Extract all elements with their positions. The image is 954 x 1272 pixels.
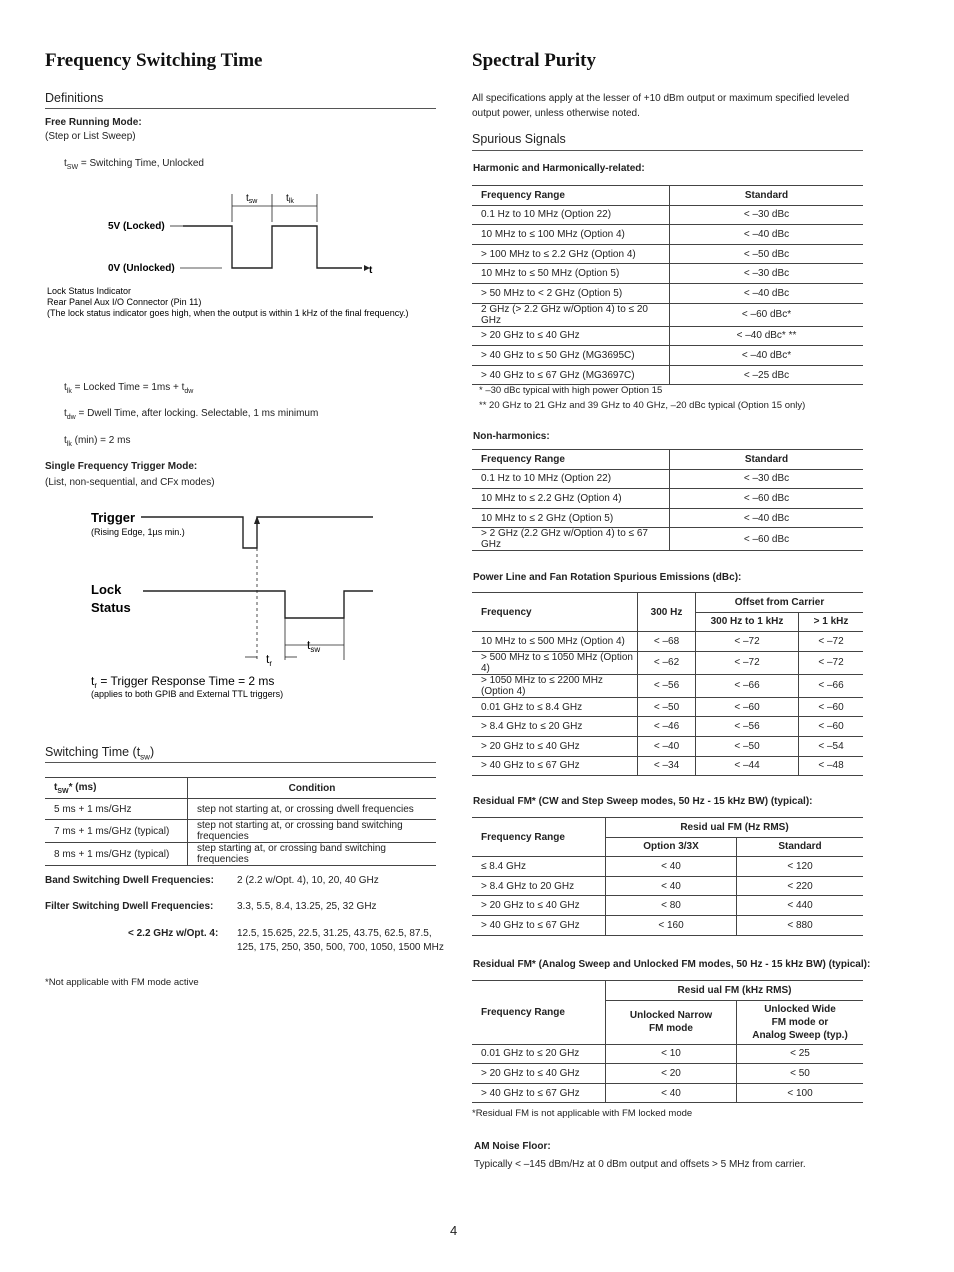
resfm1-header-opt3: Option 3/3X bbox=[606, 837, 737, 857]
table-row: 10 MHz to ≤ 2.2 GHz (Option 4) < –60 dBc bbox=[472, 489, 863, 509]
powerline-header-300: 300 Hz bbox=[638, 593, 696, 632]
switch-header-tsw: $t_{SW}*$ (ms) bbox=[45, 778, 188, 799]
lock-label: Lock bbox=[91, 582, 122, 597]
left-footnote: *Not applicable with FM mode active bbox=[45, 977, 199, 988]
powerline-header-freq: Frequency bbox=[472, 593, 638, 632]
table-row: 8 ms + 1 ms/GHz (typical) step starting at, or crossing band switching frequencies bbox=[45, 843, 436, 866]
free-running-label: Free Running Mode: bbox=[45, 117, 142, 128]
table-row: 10 MHz to ≤ 50 MHz (Option 5) < –30 dBc bbox=[472, 264, 863, 284]
definitions-rule bbox=[45, 108, 436, 109]
caption-3: (The lock status indicator goes high, when the output is within 1 kHz of the final frequency.) bbox=[47, 308, 409, 318]
table-row: > 20 GHz to ≤ 40 GHz < 80 < 440 bbox=[472, 896, 863, 916]
locked-label: 5V (Locked) bbox=[108, 221, 165, 232]
powerline-table bbox=[472, 592, 863, 776]
table-row: > 40 GHz to ≤ 67 GHz < –34 < –44 < –48 bbox=[472, 756, 863, 776]
switching-table bbox=[45, 777, 436, 866]
page-number: 4 bbox=[450, 1223, 458, 1238]
table-row: > 40 GHz to ≤ 67 GHz (MG3697C) < –25 dBc bbox=[472, 365, 863, 385]
trigger-sub-label: (Rising Edge, 1µs min.) bbox=[91, 527, 185, 537]
tlk-marker-label: $t_{lk}$ bbox=[286, 193, 294, 205]
table-row: > 100 MHz to ≤ 2.2 GHz (Option 4) < –50 dBc bbox=[472, 244, 863, 264]
harmonic-note-1: * –30 dBc typical with high power Option 15 bbox=[479, 385, 663, 396]
resfm1-label: Residual FM* (CW and Step Sweep modes, 50 Hz - 15 kHz BW) (typical): bbox=[473, 796, 813, 807]
response-time-label: $t_r$ = Trigger Response Time = 2 ms bbox=[91, 674, 275, 690]
table-row: ≤ 8.4 GHz < 40 < 120 bbox=[472, 857, 863, 877]
resfm2-header-wide: Unlocked Wide FM mode or Analog Sweep (typ.) bbox=[737, 1000, 864, 1044]
powerline-header-offset: Offset from Carrier bbox=[696, 593, 864, 613]
resfm2-header-narrow: Unlocked Narrow FM mode bbox=[606, 1000, 737, 1044]
table-row: > 20 GHz to ≤ 40 GHz < –40 dBc* ** bbox=[472, 326, 863, 346]
harmonic-note-2: ** 20 GHz to 21 GHz and 39 GHz to 40 GHz, –20 dBc typical (Option 15 only) bbox=[479, 400, 806, 411]
nonharm-label: Non-harmonics: bbox=[473, 431, 550, 442]
table-row: > 2 GHz (2.2 GHz w/Option 4) to ≤ 67 GHz < –60 dBc bbox=[472, 528, 863, 551]
table-row: > 8.4 GHz to ≤ 20 GHz < –46 < –56 < –60 bbox=[472, 717, 863, 737]
resfm2-label: Residual FM* (Analog Sweep and Unlocked FM modes, 50 Hz - 15 kHz BW) (typical): bbox=[473, 959, 871, 970]
unlocked-label: 0V (Unlocked) bbox=[108, 263, 175, 274]
def-tlk-min: $t_{lk}$ (min) = 2 ms bbox=[64, 435, 131, 448]
nonharm-header-standard: Standard bbox=[670, 450, 864, 470]
powerline-header-300-1k: 300 Hz to 1 kHz bbox=[696, 612, 799, 632]
status-label: Status bbox=[91, 600, 131, 615]
tsw-definition: $t_{SW}$ = Switching Time, Unlocked bbox=[64, 158, 204, 171]
single-trigger-sub: (List, non-sequential, and CFx modes) bbox=[45, 477, 215, 488]
opt4-label: < 2.2 GHz w/Opt. 4: bbox=[128, 928, 219, 939]
nonharm-header-freq: Frequency Range bbox=[472, 450, 670, 470]
tsw-marker-label: $t_{sw}$ bbox=[246, 193, 258, 205]
nonharm-table bbox=[472, 449, 863, 551]
harmonic-table bbox=[472, 185, 863, 385]
am-noise-label: AM Noise Floor: bbox=[474, 1141, 551, 1152]
table-row: 2 GHz (> 2.2 GHz w/Option 4) to ≤ 20 GHz < –60 dBc* bbox=[472, 303, 863, 326]
table-row: > 20 GHz to ≤ 40 GHz < –40 < –50 < –54 bbox=[472, 736, 863, 756]
trigger-diagram bbox=[85, 505, 385, 705]
switching-heading: Switching Time $(t_{sw})$ bbox=[45, 745, 155, 762]
left-title: Frequency Switching Time bbox=[45, 50, 263, 71]
tsw-diag-label: $t_{sw}$ bbox=[307, 638, 321, 654]
powerline-header-1k: > 1 kHz bbox=[799, 612, 864, 632]
def-tlk: $t_{lk}$ = Locked Time = $1ms + t_{dw}$ bbox=[64, 382, 194, 395]
table-row: > 40 GHz to ≤ 67 GHz < 160 < 880 bbox=[472, 915, 863, 935]
powerline-label: Power Line and Fan Rotation Spurious Emissions (dBc): bbox=[473, 572, 742, 583]
intro-line-2: output power, unless otherwise noted. bbox=[472, 108, 640, 119]
table-row: 7 ms + 1 ms/GHz (typical) step not starting at, or crossing band switching frequencies bbox=[45, 820, 436, 843]
table-row: 0.1 Hz to 10 MHz (Option 22) < –30 dBc bbox=[472, 205, 863, 225]
table-row: > 20 GHz to ≤ 40 GHz < 20 < 50 bbox=[472, 1064, 863, 1084]
harmonic-header-standard: Standard bbox=[670, 186, 864, 206]
def-tdw: $t_{dw}$ = Dwell Time, after locking. Selectable, 1 ms minimum bbox=[64, 408, 319, 421]
am-noise-text: Typically < –145 dBm/Hz at 0 dBm output and offsets > 5 MHz from carrier. bbox=[474, 1159, 806, 1170]
trigger-label: Trigger bbox=[91, 510, 136, 525]
table-row: 10 MHz to ≤ 100 MHz (Option 4) < –40 dBc bbox=[472, 225, 863, 245]
resfm2-table bbox=[472, 980, 863, 1103]
band-value: 2 (2.2 w/Opt. 4), 10, 20, 40 GHz bbox=[237, 875, 379, 886]
resfm1-header-group: Resid ual FM (Hz RMS) bbox=[606, 818, 864, 838]
tr-diag-label: $t_r$ bbox=[266, 652, 273, 668]
table-row: > 50 MHz to < 2 GHz (Option 5) < –40 dBc bbox=[472, 283, 863, 303]
resfm2-note: *Residual FM is not applicable with FM locked mode bbox=[472, 1108, 693, 1119]
resfm1-table bbox=[472, 817, 863, 936]
table-row: > 8.4 GHz to 20 GHz < 40 < 220 bbox=[472, 876, 863, 896]
resfm2-header-group: Resid ual FM (kHz RMS) bbox=[606, 981, 864, 1001]
right-title: Spectral Purity bbox=[472, 50, 597, 71]
caption-2: Rear Panel Aux I/O Connector (Pin 11) bbox=[47, 297, 202, 307]
filter-label: Filter Switching Dwell Frequencies: bbox=[45, 901, 214, 912]
table-row: > 1050 MHz to ≤ 2200 MHz (Option 4) < –56 < –66 < –66 bbox=[472, 674, 863, 697]
caption-1: Lock Status Indicator bbox=[47, 286, 132, 296]
band-label: Band Switching Dwell Frequencies: bbox=[45, 875, 214, 886]
filter-value: 3.3, 5.5, 8.4, 13.25, 25, 32 GHz bbox=[237, 901, 377, 912]
table-row: 0.1 Hz to 10 MHz (Option 22) < –30 dBc bbox=[472, 469, 863, 489]
harmonic-header-freq: Frequency Range bbox=[472, 186, 670, 206]
harmonic-label: Harmonic and Harmonically-related: bbox=[473, 163, 645, 174]
table-row: > 500 MHz to ≤ 1050 MHz (Option 4) < –62 < –72 < –72 bbox=[472, 651, 863, 674]
resfm1-header-freq: Frequency Range bbox=[472, 818, 606, 857]
free-running-sub: (Step or List Sweep) bbox=[45, 131, 136, 142]
table-row: 5 ms + 1 ms/GHz step not starting at, or crossing dwell frequencies bbox=[45, 799, 436, 820]
opt4-value-1: 12.5, 15.625, 22.5, 31.25, 43.75, 62.5, 87.5, bbox=[237, 928, 432, 939]
spurious-rule bbox=[472, 150, 863, 151]
opt4-value-2: 125, 175, 250, 350, 500, 700, 1050, 1500 MHz bbox=[237, 942, 444, 953]
table-row: > 40 GHz to ≤ 67 GHz < 40 < 100 bbox=[472, 1083, 863, 1103]
spurious-heading: Spurious Signals bbox=[472, 132, 566, 146]
table-row: 0.01 GHz to ≤ 20 GHz < 10 < 25 bbox=[472, 1044, 863, 1064]
table-row: 10 MHz to ≤ 500 MHz (Option 4) < –68 < –72 < –72 bbox=[472, 632, 863, 652]
time-axis-label: t bbox=[369, 265, 373, 276]
resfm1-header-standard: Standard bbox=[737, 837, 864, 857]
definitions-heading: Definitions bbox=[45, 91, 104, 105]
switch-header-condition: Condition bbox=[188, 778, 437, 799]
lock-status-diagram bbox=[40, 186, 440, 326]
intro-line-1: All specifications apply at the lesser of +10 dBm output or maximum specified leveled bbox=[472, 93, 850, 104]
table-row: 10 MHz to ≤ 2 GHz (Option 5) < –40 dBc bbox=[472, 508, 863, 528]
table-row: 0.01 GHz to ≤ 8.4 GHz < –50 < –60 < –60 bbox=[472, 697, 863, 717]
single-trigger-label: Single Frequency Trigger Mode: bbox=[45, 461, 198, 472]
table-row: > 40 GHz to ≤ 50 GHz (MG3695C) < –40 dBc* bbox=[472, 346, 863, 366]
switching-rule bbox=[45, 762, 436, 763]
resfm2-header-freq: Frequency Range bbox=[472, 981, 606, 1045]
response-note: (applies to both GPIB and External TTL triggers) bbox=[91, 689, 284, 699]
